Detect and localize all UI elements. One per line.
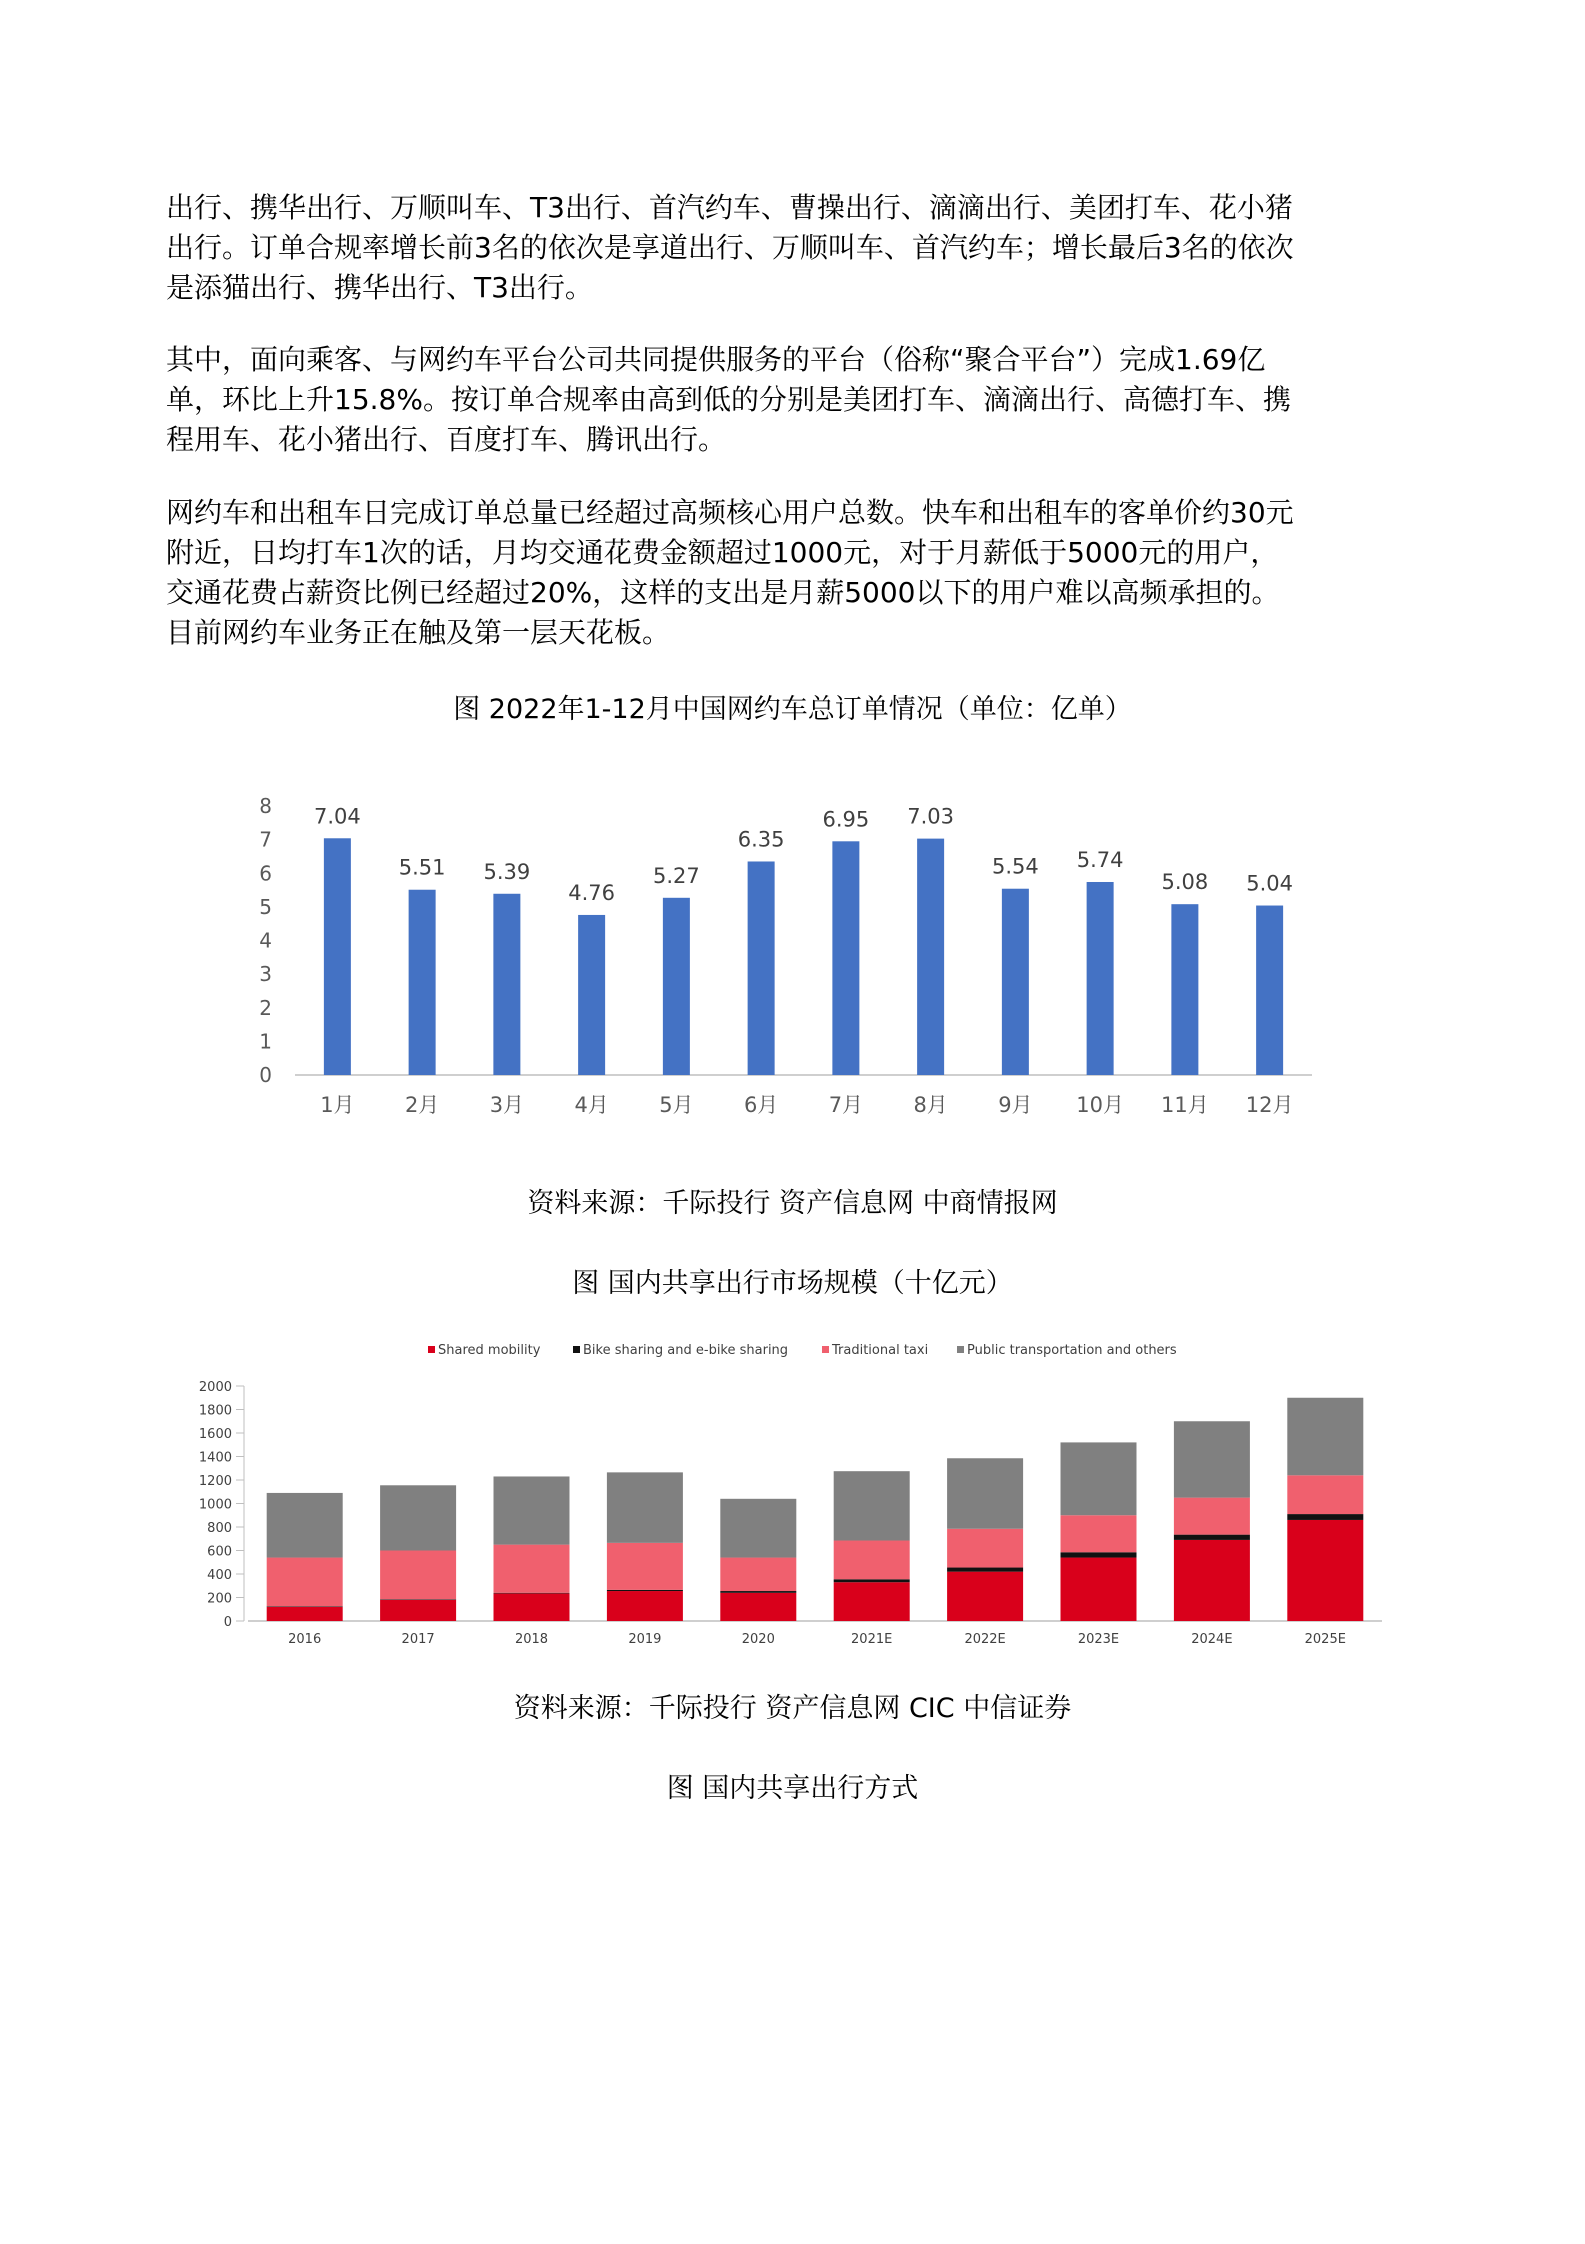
bar-segment: [1287, 1475, 1363, 1514]
bar: [663, 898, 690, 1075]
bar-segment: [494, 1593, 570, 1621]
paragraph-1: [166, 188, 1426, 308]
bar-value-label: 7.04: [313, 804, 361, 829]
y-tick-label: 600: [207, 1544, 232, 1560]
x-tick-label: 9月: [998, 1093, 1033, 1117]
x-tick-label: 2021E: [851, 1632, 893, 1647]
bar: [578, 915, 605, 1075]
bar-segment: [607, 1591, 683, 1621]
x-tick-label: 1月: [320, 1093, 355, 1117]
bar-segment: [380, 1600, 456, 1621]
legend-label: Bike sharing and e-bike sharing: [583, 1343, 789, 1358]
bar: [748, 861, 775, 1075]
bar: [324, 838, 351, 1075]
bar-segment: [1061, 1515, 1137, 1552]
text-line: 单，环比上升15.8%。按订单合规率由高到低的分别是美团打车、滴滴出行、高德打车、携: [166, 383, 1291, 416]
y-tick-label: 4: [259, 928, 272, 953]
x-tick-label: 2025E: [1304, 1632, 1346, 1647]
bar-value-label: 6.95: [822, 807, 870, 832]
x-tick-label: 7月: [828, 1093, 864, 1117]
bar: [493, 894, 520, 1075]
text-line: 出行、携华出行、万顺叫车、T3出行、首汽约车、曹操出行、滴滴出行、美团打车、花小猪: [166, 191, 1293, 224]
legend-swatch: [428, 1346, 435, 1353]
y-tick-label: 1000: [198, 1497, 232, 1513]
figure1-caption: 图 2022年1-12月中国网约车总订单情况（单位：亿单）: [453, 694, 1132, 725]
monthly-orders-bar-chart: [0, 775, 1585, 1205]
legend-swatch: [957, 1346, 964, 1353]
bar-segment: [607, 1590, 683, 1591]
bar-segment: [494, 1476, 570, 1544]
bar-segment: [494, 1593, 570, 1594]
bar-segment: [1174, 1421, 1250, 1497]
bar: [1256, 906, 1283, 1075]
y-tick-label: 8: [259, 794, 272, 818]
x-tick-label: 2022E: [964, 1632, 1006, 1647]
text-line: 出行。订单合规率增长前3名的依次是享道出行、万顺叫车、首汽约车；增长最后3名的依次: [166, 231, 1294, 264]
text-line: 目前网约车业务正在触及第一层天花板。: [166, 616, 671, 649]
text-line: 是添猫出行、携华出行、T3出行。: [166, 271, 593, 304]
bar-value-label: 5.54: [991, 854, 1039, 879]
bar-value-label: 5.74: [1076, 847, 1124, 872]
y-tick-label: 1200: [198, 1474, 232, 1489]
legend-swatch: [573, 1346, 580, 1353]
bar-segment: [834, 1541, 910, 1580]
bar: [917, 839, 944, 1075]
y-tick-label: 1: [259, 1029, 272, 1054]
paragraph-3: [166, 493, 1426, 653]
bar-segment: [720, 1593, 796, 1621]
y-tick-label: 1600: [198, 1427, 232, 1442]
y-tick-label: 2000: [198, 1380, 232, 1395]
figure2-source: 资料来源：千际投行 资产信息网 CIC 中信证券: [513, 1693, 1072, 1724]
x-tick-label: 2月: [404, 1093, 440, 1117]
legend-label: Public transportation and others: [967, 1343, 1177, 1358]
bar: [1087, 882, 1114, 1075]
text-line: 网约车和出租车日完成订单总量已经超过高频核心用户总数。快车和出租车的客单价约30元: [166, 496, 1294, 529]
figure2-caption: 图 国内共享出行市场规模（十亿元）: [572, 1268, 1013, 1299]
y-tick-label: 1400: [198, 1450, 232, 1466]
bar-segment: [380, 1599, 456, 1600]
y-tick-label: 200: [207, 1591, 232, 1607]
market-size-stacked-chart: [0, 1330, 1585, 1650]
x-tick-label: 5月: [659, 1093, 694, 1117]
bar: [1002, 889, 1029, 1075]
y-tick-label: 800: [207, 1521, 232, 1536]
bar-segment: [494, 1545, 570, 1593]
bar-value-label: 5.08: [1161, 870, 1209, 895]
y-tick-label: 0: [259, 1063, 272, 1087]
bar-segment: [607, 1472, 683, 1543]
bar-value-label: 5.04: [1246, 871, 1294, 896]
x-tick-label: 3月: [489, 1093, 525, 1117]
x-tick-label: 2019: [628, 1632, 662, 1647]
bar-value-label: 6.35: [737, 827, 785, 852]
y-tick-label: 3: [259, 962, 272, 987]
x-tick-label: 12月: [1245, 1093, 1294, 1117]
bar-segment: [267, 1606, 343, 1607]
x-tick-label: 2020: [741, 1632, 775, 1647]
bar-segment: [720, 1499, 796, 1558]
x-tick-label: 2017: [401, 1632, 435, 1647]
bar-segment: [834, 1579, 910, 1582]
bar-segment: [267, 1607, 343, 1621]
bar-segment: [1287, 1520, 1363, 1621]
bar-segment: [267, 1558, 343, 1607]
text-line: 其中，面向乘客、与网约车平台公司共同提供服务的平台（俗称“聚合平台”）完成1.69亿: [166, 343, 1266, 376]
text-line: 程用车、花小猪出行、百度打车、腾讯出行。: [166, 423, 727, 456]
y-tick-label: 400: [207, 1568, 232, 1583]
x-tick-label: 8月: [913, 1093, 948, 1117]
bar-value-label: 5.39: [483, 859, 531, 884]
bar-value-label: 5.51: [398, 855, 446, 880]
x-tick-label: 6月: [743, 1093, 779, 1117]
bar: [832, 841, 859, 1075]
bar-segment: [947, 1572, 1023, 1621]
bar-segment: [1174, 1498, 1250, 1535]
x-tick-label: 2023E: [1077, 1632, 1120, 1647]
bar-segment: [380, 1551, 456, 1600]
text-line: 附近，日均打车1次的话，月均交通花费金额超过1000元，对于月薪低于5000元的用户，: [166, 536, 1279, 569]
bar-segment: [380, 1485, 456, 1550]
text-line: 交通花费占薪资比例已经超过20%，这样的支出是月薪5000以下的用户难以高频承担的。: [166, 576, 1280, 609]
bar-segment: [1061, 1558, 1137, 1621]
y-tick-label: 0: [223, 1615, 232, 1630]
bar: [409, 890, 436, 1075]
bar: [1171, 904, 1198, 1075]
x-tick-label: 2016: [288, 1632, 322, 1647]
bar-segment: [1174, 1540, 1250, 1621]
x-tick-label: 2018: [514, 1632, 549, 1647]
x-tick-label: 2024E: [1191, 1632, 1233, 1647]
y-tick-label: 1800: [198, 1403, 232, 1419]
bar-segment: [1287, 1514, 1363, 1520]
y-tick-label: 5: [259, 894, 272, 919]
y-tick-label: 7: [259, 827, 272, 852]
bar-segment: [947, 1568, 1023, 1572]
legend-swatch: [822, 1346, 829, 1353]
x-tick-label: 10月: [1076, 1093, 1124, 1117]
paragraph-2: [166, 340, 1426, 460]
y-tick-label: 2: [259, 995, 272, 1020]
bar-segment: [720, 1558, 796, 1591]
bar-segment: [720, 1591, 796, 1593]
bar-segment: [1061, 1552, 1137, 1557]
legend-label: Traditional taxi: [832, 1343, 929, 1358]
bar-segment: [947, 1458, 1023, 1529]
bar-segment: [1287, 1398, 1363, 1476]
bar-value-label: 7.03: [907, 804, 955, 829]
bar-segment: [1174, 1535, 1250, 1540]
x-tick-label: 4月: [574, 1093, 609, 1117]
figure1-source: 资料来源：千际投行 资产信息网 中商情报网: [527, 1188, 1058, 1219]
bar-value-label: 5.27: [652, 863, 700, 888]
bar-segment: [947, 1529, 1023, 1568]
bar-segment: [267, 1493, 343, 1558]
y-tick-label: 6: [259, 861, 272, 886]
bar-segment: [1061, 1442, 1137, 1515]
bar-segment: [834, 1471, 910, 1540]
bar-segment: [607, 1543, 683, 1590]
bar-value-label: 4.76: [568, 880, 616, 905]
bar-segment: [834, 1582, 910, 1621]
figure3-caption: 图 国内共享出行方式: [666, 1773, 919, 1804]
x-tick-label: 11月: [1161, 1093, 1209, 1117]
legend-label: Shared mobility: [438, 1343, 541, 1358]
